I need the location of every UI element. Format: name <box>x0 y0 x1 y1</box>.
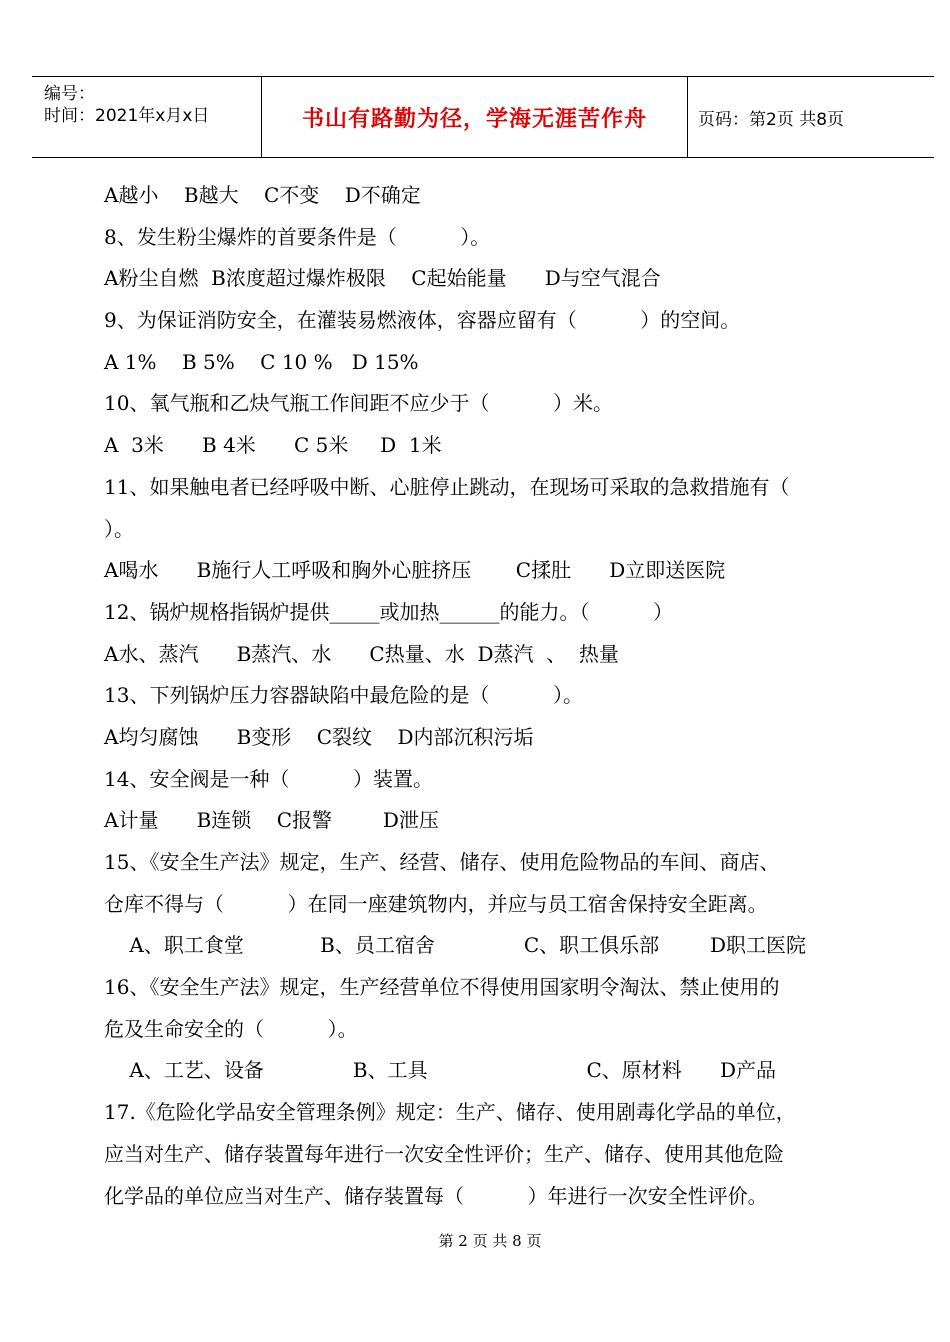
footer-page-number: 第 2 页 共 8 页 <box>438 1232 542 1250</box>
text-line: A粉尘自燃 B浓度超过爆炸极限 C起始能量 D与空气混合 <box>104 266 661 291</box>
header-motto-cell <box>262 77 688 157</box>
text-line: 应当对生产、储存装置每年进行一次安全性评价；生产、储存、使用其他危险 <box>104 1141 784 1166</box>
text-line: A计量 B连锁 C报警 D泄压 <box>104 808 439 833</box>
text-line: 仓库不得与（ ）在同一座建筑物内，并应与员工宿舍保持安全距离。 <box>104 891 768 916</box>
number-label: 编号： <box>44 84 95 104</box>
text-line: A、工艺、设备 B、工具 C、原材料 D产品 <box>104 1058 776 1083</box>
text-line: A 1% B 5% C 10 % D 15% <box>104 349 419 374</box>
motto-text: 书山有路勤为径，学海无涯苦作舟 <box>301 105 647 132</box>
text-line: 9、为保证消防安全，在灌装易燃液体，容器应留有（ ）的空间。 <box>104 308 741 333</box>
text-line: 12、锅炉规格指锅炉提供_____或加热______的能力。（ ） <box>104 599 674 624</box>
text-line: 14、安全阀是一种（ ）装置。 <box>104 766 434 791</box>
text-line: 16、《安全生产法》规定，生产经营单位不得使用国家明令淘汰、禁止使用的 <box>104 975 780 1000</box>
text-line: 11、如果触电者已经呼吸中断、心脏停止跳动，在现场可采取的急救措施有（ <box>104 474 790 499</box>
text-line: A水、蒸汽 B蒸汽、水 C热量、水 D蒸汽 、 热量 <box>104 641 619 666</box>
question-content <box>104 176 874 1218</box>
page-header <box>32 76 934 158</box>
text-line: A均匀腐蚀 B变形 C裂纹 D内部沉积污垢 <box>104 724 534 749</box>
time-label: 时间：2021年x月x日 <box>44 106 210 126</box>
text-line: 危及生命安全的（ ）。 <box>104 1016 358 1041</box>
header-page-cell <box>688 77 934 157</box>
text-line: A、职工食堂 B、员工宿舍 C、职工俱乐部 D职工医院 <box>104 933 807 958</box>
text-line: A越小 B越大 C不变 D不确定 <box>104 183 421 207</box>
text-line: A喝水 B施行人工呼吸和胸外心脏挤压 C揉肚 D立即送医院 <box>104 558 726 583</box>
text-line: 17.《危险化学品安全管理条例》规定：生产、储存、使用剧毒化学品的单位， <box>104 1100 796 1125</box>
text-line: ）。 <box>104 516 134 541</box>
text-line: 8、发生粉尘爆炸的首要条件是（ ）。 <box>104 224 491 249</box>
header-info-cell <box>32 77 262 157</box>
text-line: 13、下列锅炉压力容器缺陷中最危险的是（ ）。 <box>104 683 584 708</box>
page-footer <box>0 1230 950 1251</box>
text-line: A 3米 B 4米 C 5米 D 1米 <box>104 433 442 458</box>
text-line: 10、氧气瓶和乙炔气瓶工作间距不应少于（ ）米。 <box>104 391 614 416</box>
text-line: 化学品的单位应当对生产、储存装置每（ ）年进行一次安全性评价。 <box>104 1183 768 1208</box>
page-label: 页码：第2页 共8页 <box>698 109 845 130</box>
text-line: 15、《安全生产法》规定，生产、经营、储存、使用危险物品的车间、商店、 <box>104 850 780 874</box>
